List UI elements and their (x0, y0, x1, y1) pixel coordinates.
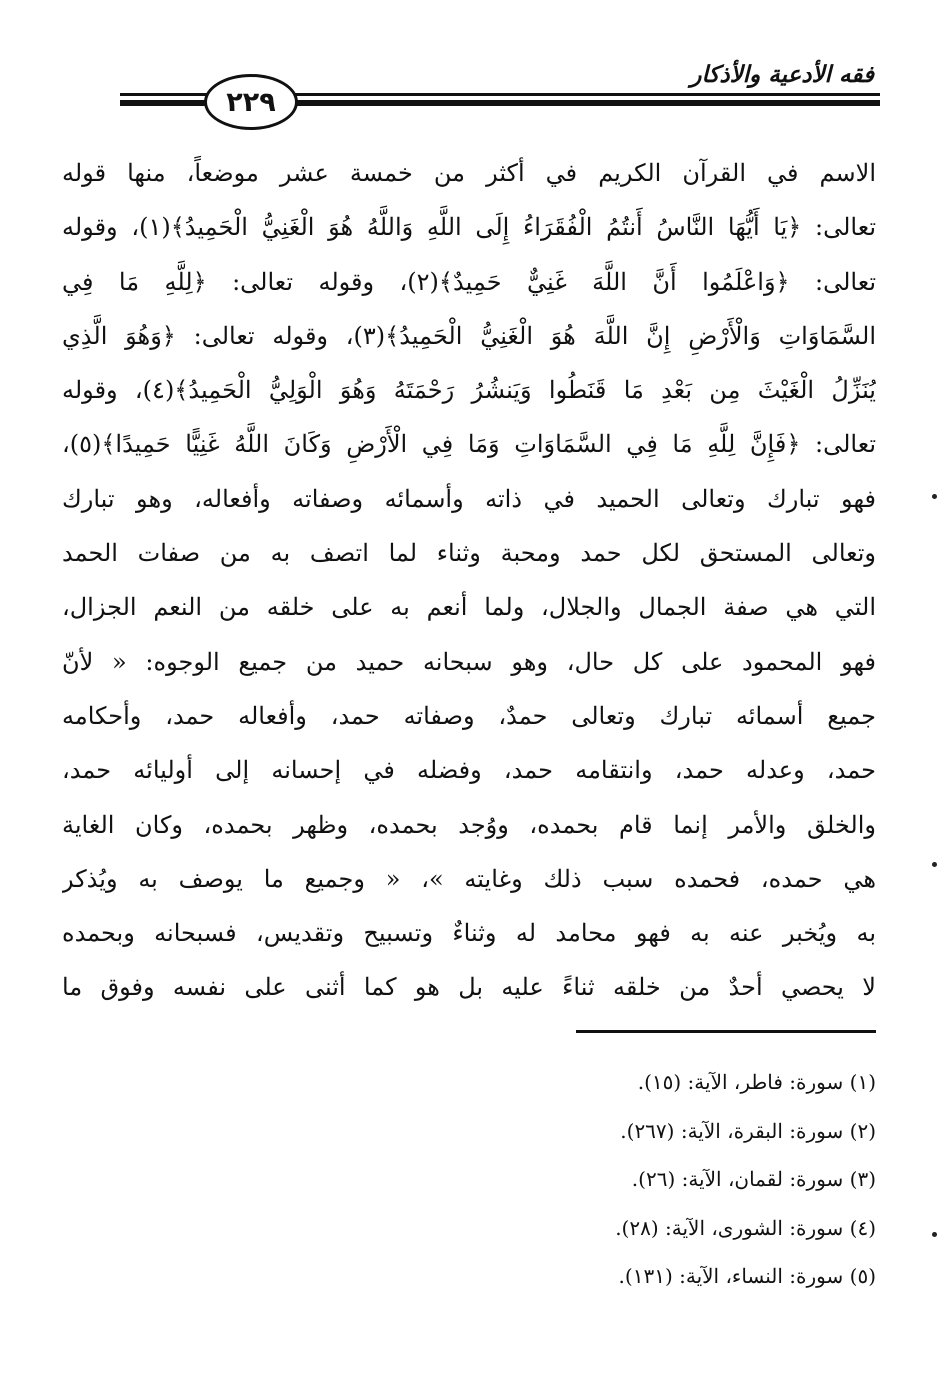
running-title: فقه الأدعية والأذكار (690, 62, 874, 88)
body-line: يُنَزِّلُ الْغَيْثَ مِن بَعْدِ مَا قَنَطُوا وَيَنشُرُ رَحْمَتَهُ وَهُوَ الْوَلِيُّ الْحَمِيدُ﴾(٤)، وقوله (62, 376, 876, 405)
body-text (62, 146, 876, 1015)
footnote-item: (٣) سورة: لقمان، الآية: (٢٦). (631, 1167, 876, 1191)
footnote-item: (٥) سورة: النساء، الآية: (١٣١). (618, 1264, 876, 1288)
footnote-separator (576, 1030, 876, 1033)
body-line: جميع أسمائه تبارك وتعالى حمدٌ، وصفاته حمد، وأفعاله حمد، وأحكامه (62, 701, 876, 730)
body-line: التي هي صفة الجمال والجلال، ولما أنعم به على خلقه من النعم الجزال، (62, 593, 876, 622)
body-line: الاسم في القرآن الكريم في أكثر من خمسة عشر موضعاً، منها قوله (62, 159, 876, 187)
body-line: لا يحصي أحدٌ من خلقه ثناءً عليه بل هو كما أثنى على نفسه وفوق ما (62, 973, 876, 1002)
body-line: هي حمده، فحمده سبب ذلك وغايته »، « وجميع ما يوصف به ويُذكر (62, 864, 876, 893)
page-number-oval (204, 74, 298, 130)
body-line: والخلق والأمر إنما قام بحمده، ووُجد بحمده، وظهر بحمده، وكان الغاية (62, 810, 876, 839)
body-line: وتعالى المستحق لكل حمد ومحبة وثناء لما اتصف به من صفات الحمد (62, 539, 876, 568)
scan-speck (932, 494, 937, 499)
body-line: فهو تبارك وتعالى الحميد في ذاته وأسمائه وصفاته وأفعاله، وهو تبارك (62, 484, 876, 513)
body-line: تعالى: ﴿وَاعْلَمُوا أَنَّ اللَّهَ غَنِيٌّ حَمِيدٌ﴾(٢)، وقوله تعالى: ﴿لِلَّهِ مَا فِي (62, 267, 876, 296)
scan-speck (932, 1232, 937, 1237)
page-number: ٢٢٩ (226, 86, 276, 118)
footnotes (62, 1058, 876, 1301)
body-line: حمد، وعدله حمد، وانتقامه حمد، وفضله في إحسانه إلى أوليائه حمد، (62, 756, 876, 785)
footnote-item: (٤) سورة: الشورى، الآية: (٢٨). (615, 1215, 876, 1240)
body-line: تعالى: ﴿يَا أَيُّهَا النَّاسُ أَنتُمُ الْفُقَرَاءُ إِلَى اللَّهِ وَاللَّهُ هُوَ الْغَنِيُّ الْحَمِيدُ﴾(١)، وقوله (62, 213, 876, 242)
footnote-item: (٢) سورة: البقرة، الآية: (٢٦٧). (620, 1118, 876, 1143)
body-line: السَّمَاوَاتِ وَالْأَرْضِ إِنَّ اللَّهَ هُوَ الْغَنِيُّ الْحَمِيدُ﴾(٣)، وقوله تعالى: ﴿وَهُوَ الَّذِي (62, 321, 876, 350)
body-line: تعالى: ﴿فَإِنَّ لِلَّهِ مَا فِي السَّمَاوَاتِ وَمَا فِي الْأَرْضِ وَكَانَ اللَّهُ غَنِيًّا حَمِيدًا﴾(٥)، (62, 430, 876, 459)
scan-speck (932, 862, 937, 867)
body-line: به ويُخبر عنه به فهو محامد له وثناءٌ وتسبيح وتقديس، فسبحانه وبحمده (62, 919, 876, 948)
body-line: فهو المحمود على كل حال، وهو سبحانه حميد من جميع الوجوه: « لأنّ (62, 647, 876, 676)
footnote-item: (١) سورة: فاطر، الآية: (١٥). (637, 1070, 876, 1094)
